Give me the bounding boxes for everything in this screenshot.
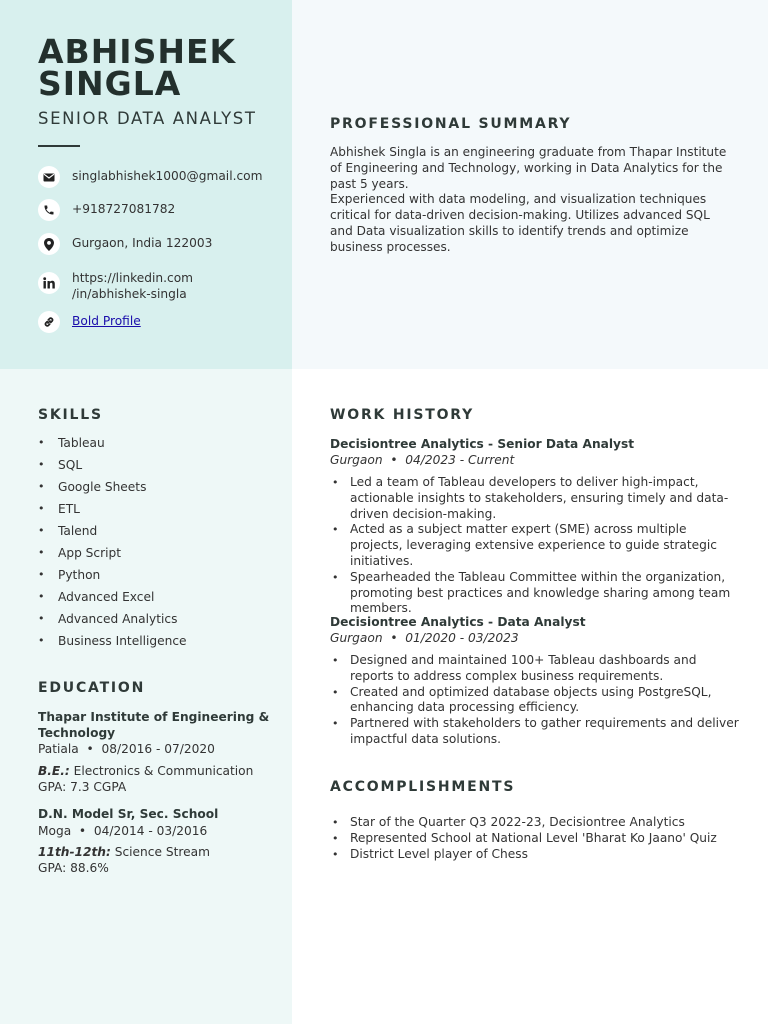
email-text: singlabhishek1000@gmail.com	[72, 169, 263, 183]
skill-item: • ETL	[38, 501, 278, 523]
degree-field: Science Stream	[110, 844, 210, 859]
education-dates: 04/2014 - 03/2016	[93, 823, 208, 838]
job-dates: 04/2023 - Current	[405, 453, 515, 467]
job-entry	[330, 436, 740, 617]
skill-item: • Advanced Analytics	[38, 611, 278, 633]
summary-text	[330, 145, 730, 256]
job-bullet: • Spearheaded the Tableau Committee within the organization, promoting best practices and knowledge sharing among team members.	[330, 570, 740, 617]
separator-dot: •	[75, 823, 90, 838]
linkedin-icon	[38, 272, 60, 294]
skill-item: • Tableau	[38, 435, 278, 457]
contact-location	[38, 233, 212, 255]
skill-item: • Advanced Excel	[38, 589, 278, 611]
job-bullets	[330, 653, 740, 748]
linkedin-url-line2: /in/abhishek-singla	[72, 286, 187, 301]
summary-paragraph: Abhishek Singla is an engineering graduate from Thapar Institute of Engineering and Technology, working in Data Analytics for the past 5 years.	[330, 145, 727, 191]
job-title: SENIOR DATA ANALYST	[38, 109, 257, 128]
accomplishment-item: • Represented School at National Level 'Bharat Ko Jaano' Quiz	[330, 831, 740, 847]
school-name: D.N. Model Sr, Sec. School	[38, 807, 219, 821]
job-meta	[330, 452, 740, 468]
gpa: GPA: 7.3 CGPA	[38, 780, 127, 794]
mail-icon	[38, 166, 60, 188]
degree-field: Electronics & Communication	[69, 764, 254, 778]
job-bullet: • Acted as a subject matter expert (SME) across multiple projects, leveraging extensive experience to guide strategic initiatives.	[330, 522, 740, 569]
skills-heading: SKILLS	[38, 407, 103, 423]
linkedin-url-line1: https://linkedin.com	[72, 271, 194, 285]
contact-phone	[38, 199, 175, 221]
education-entry	[38, 807, 278, 876]
work-history-heading: WORK HISTORY	[330, 407, 475, 423]
bold-profile-link[interactable]: Bold Profile	[72, 314, 141, 328]
accomplishment-item: • District Level player of Chess	[330, 847, 740, 863]
summary-heading: PROFESSIONAL SUMMARY	[330, 116, 572, 132]
job-bullet: • Led a team of Tableau developers to deliver high-impact, actionable insights to stakeholders, ensuring timely and data-driven decision-making.	[330, 475, 740, 522]
skill-item: • Google Sheets	[38, 479, 278, 501]
job-title-line: Decisiontree Analytics - Senior Data Analyst	[330, 437, 635, 451]
gpa: GPA: 88.6%	[38, 860, 109, 875]
job-bullet: • Partnered with stakeholders to gather requirements and deliver impactful data solutions.	[330, 716, 740, 748]
accomplishments-heading: ACCOMPLISHMENTS	[330, 779, 516, 795]
job-entry	[330, 614, 740, 748]
skill-item: • Business Intelligence	[38, 633, 278, 655]
degree-label: 11th-12th:	[38, 844, 111, 859]
education-meta	[38, 823, 278, 839]
job-bullet: • Designed and maintained 100+ Tableau dashboards and reports to address complex business requirements.	[330, 653, 740, 685]
contact-linkedin[interactable]	[38, 271, 193, 302]
school-location: Patiala	[38, 742, 79, 756]
job-bullets	[330, 475, 740, 617]
skill-item: • Python	[38, 567, 278, 589]
accomplishment-item: • Star of the Quarter Q3 2022-23, Decisiontree Analytics	[330, 815, 740, 831]
school-location: Moga	[38, 823, 72, 838]
title-divider	[38, 145, 80, 147]
education-entry	[38, 710, 278, 795]
name-line-last: SINGLA	[38, 64, 182, 103]
job-bullet: • Created and optimized database objects using PostgreSQL, enhancing data processing efficiency.	[330, 685, 740, 717]
education-heading: EDUCATION	[38, 680, 146, 696]
separator-dot: •	[82, 742, 98, 756]
job-location: Gurgaon	[330, 631, 383, 645]
link-icon	[38, 311, 60, 333]
summary-paragraph: Experienced with data modeling, and visualization techniques critical for data-driven decision-making. Utilizes advanced SQL and Data visualization skills to identify trends and optimize business processes.	[330, 192, 710, 254]
separator-dot: •	[386, 453, 402, 467]
skill-item: • Talend	[38, 523, 278, 545]
degree-line	[38, 763, 278, 779]
name-line-first: ABHISHEK	[38, 32, 237, 71]
degree-line	[38, 844, 278, 860]
school-name: Thapar Institute of Engineering & Technology	[38, 710, 270, 740]
contact-profile[interactable]	[38, 311, 141, 333]
skill-item: • SQL	[38, 457, 278, 479]
linkedin-text[interactable]	[72, 271, 193, 302]
accomplishments-list	[330, 815, 740, 862]
job-location: Gurgaon	[330, 453, 383, 467]
location-pin-icon	[38, 233, 60, 255]
job-meta	[330, 630, 740, 646]
degree-label: B.E.:	[38, 764, 70, 778]
education-dates: 08/2016 - 07/2020	[101, 742, 215, 756]
education-meta	[38, 741, 278, 757]
contact-email	[38, 166, 262, 188]
job-dates: 01/2020 - 03/2023	[405, 631, 519, 645]
skills-list	[38, 435, 278, 655]
job-title-line: Decisiontree Analytics - Data Analyst	[330, 615, 586, 629]
phone-text: +918727081782	[72, 202, 176, 216]
location-text: Gurgaon, India 122003	[72, 236, 213, 250]
phone-icon	[38, 199, 60, 221]
skill-item: • App Script	[38, 545, 278, 567]
candidate-name	[38, 32, 278, 103]
separator-dot: •	[386, 631, 402, 645]
